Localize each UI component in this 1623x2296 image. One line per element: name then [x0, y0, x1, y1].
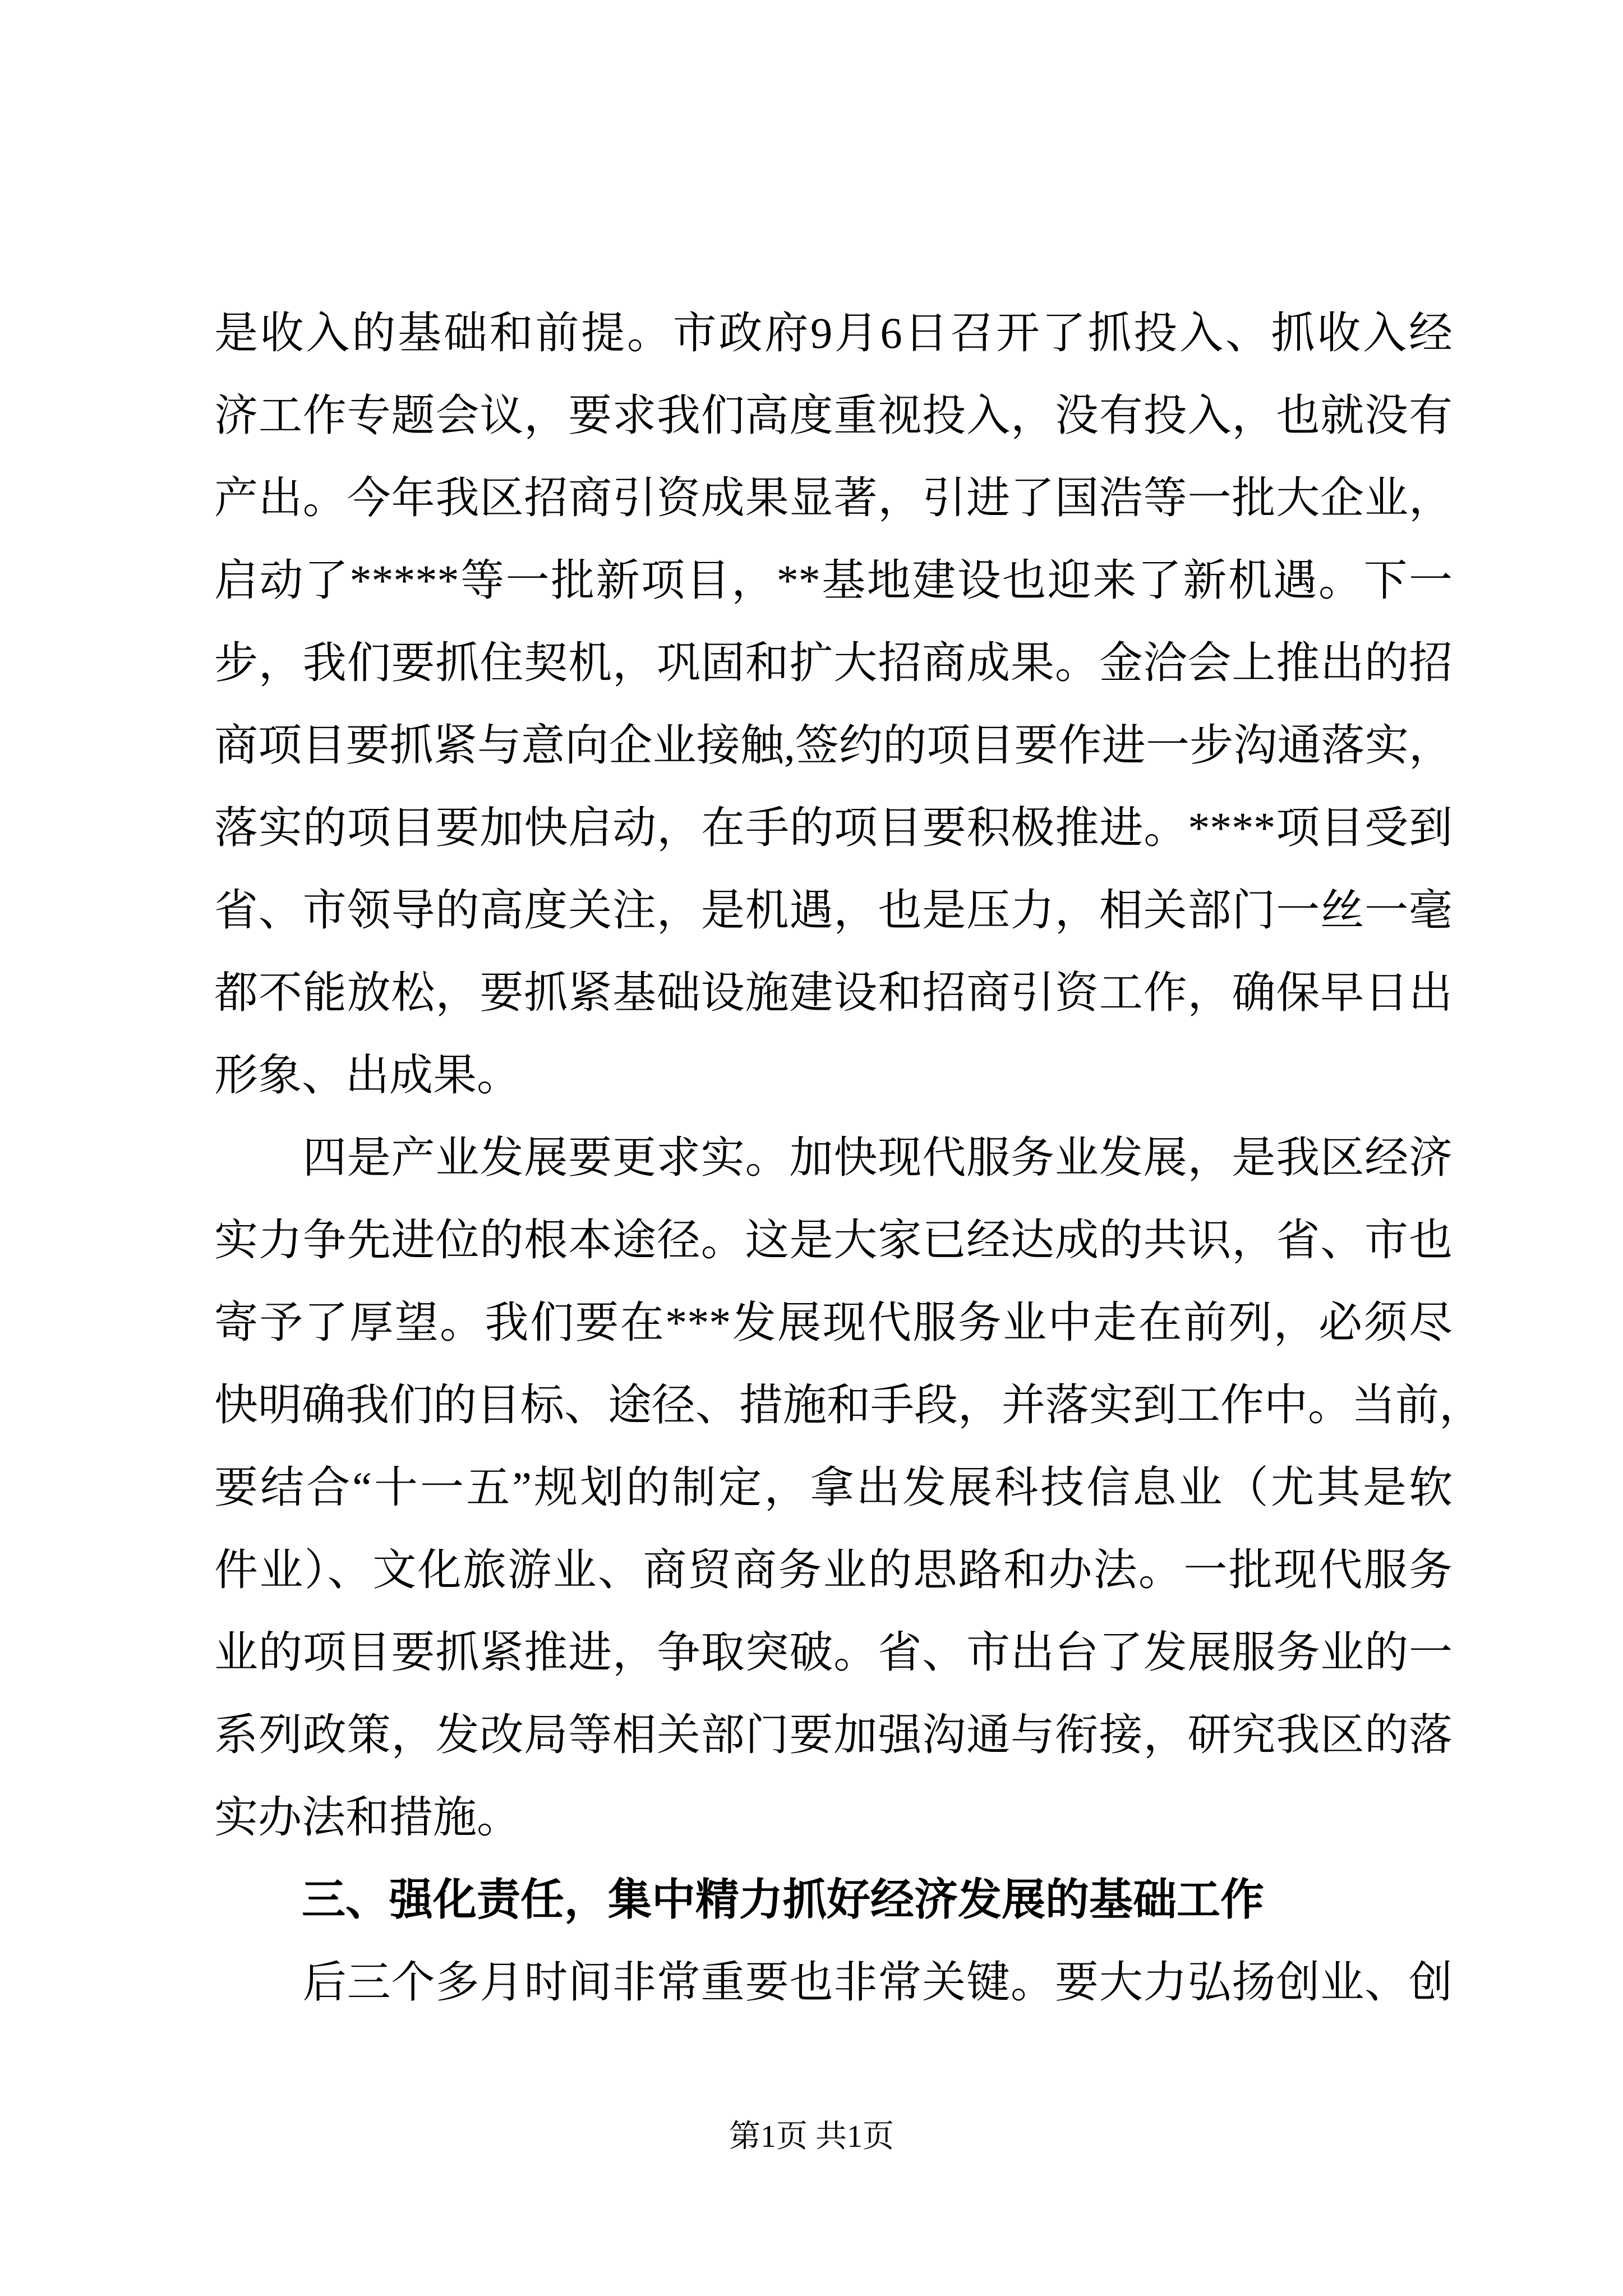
- text-line: 是收入的基础和前提。市政府9月6日召开了抓投入、抓收入经: [214, 309, 1453, 357]
- text-line: 快明确我们的目标、途径、措施和手段，并落实到工作中。当前，: [214, 1381, 1483, 1429]
- text-line: 商项目要抓紧与意向企业接触,签约的项目要作进一步沟通落实，: [214, 721, 1453, 770]
- text-line: 落实的项目要加快启动，在手的项目要积极推进。****项目受到: [214, 803, 1453, 852]
- text-line: 产出。今年我区招商引资成果显著，引进了国浩等一批大企业，: [214, 473, 1453, 522]
- document-body: [214, 292, 1483, 2023]
- text-line: 步，我们要抓住契机，巩固和扩大招商成果。金洽会上推出的招: [214, 638, 1453, 687]
- text-line: 实力争先进位的根本途径。这是大家已经达成的共识，省、市也: [214, 1216, 1453, 1264]
- section-heading: 三、强化责任，集中精力抓好经济发展的基础工作: [214, 1875, 1265, 1924]
- page-footer: 第1页 共1页: [729, 2119, 894, 2154]
- text-line: 件业）、文化旅游业、商贸商务业的思路和办法。一批现代服务: [214, 1545, 1453, 1594]
- paragraph-end-line: 实办法和措施。: [214, 1793, 521, 1842]
- text-line: 启动了*****等一批新项目，**基地建设也迎来了新机遇。下一: [214, 556, 1453, 605]
- text-line: 济工作专题会议，要求我们高度重视投入，没有投入，也就没有: [214, 391, 1453, 440]
- text-line: 业的项目要抓紧推进，争取突破。省、市出台了发展服务业的一: [214, 1628, 1453, 1677]
- text-line: 系列政策，发改局等相关部门要加强沟通与衔接，研究我区的落: [214, 1710, 1453, 1759]
- text-line: 要结合“十一五”规划的制定，拿出发展科技信息业（尤其是软: [214, 1463, 1453, 1512]
- paragraph-end-line: 形象、出成果。: [214, 1051, 521, 1099]
- paragraph-start-line: 后三个多月时间非常重要也非常关键。要大力弘扬创业、创: [214, 1958, 1453, 2007]
- text-line: 省、市领导的高度关注，是机遇，也是压力，相关部门一丝一毫: [214, 886, 1453, 935]
- paragraph-start-line: 四是产业发展要更求实。加快现代服务业发展，是我区经济: [214, 1133, 1453, 1182]
- text-line: 都不能放松，要抓紧基础设施建设和招商引资工作，确保早日出: [214, 968, 1453, 1017]
- text-line: 寄予了厚望。我们要在***发展现代服务业中走在前列，必须尽: [214, 1298, 1453, 1347]
